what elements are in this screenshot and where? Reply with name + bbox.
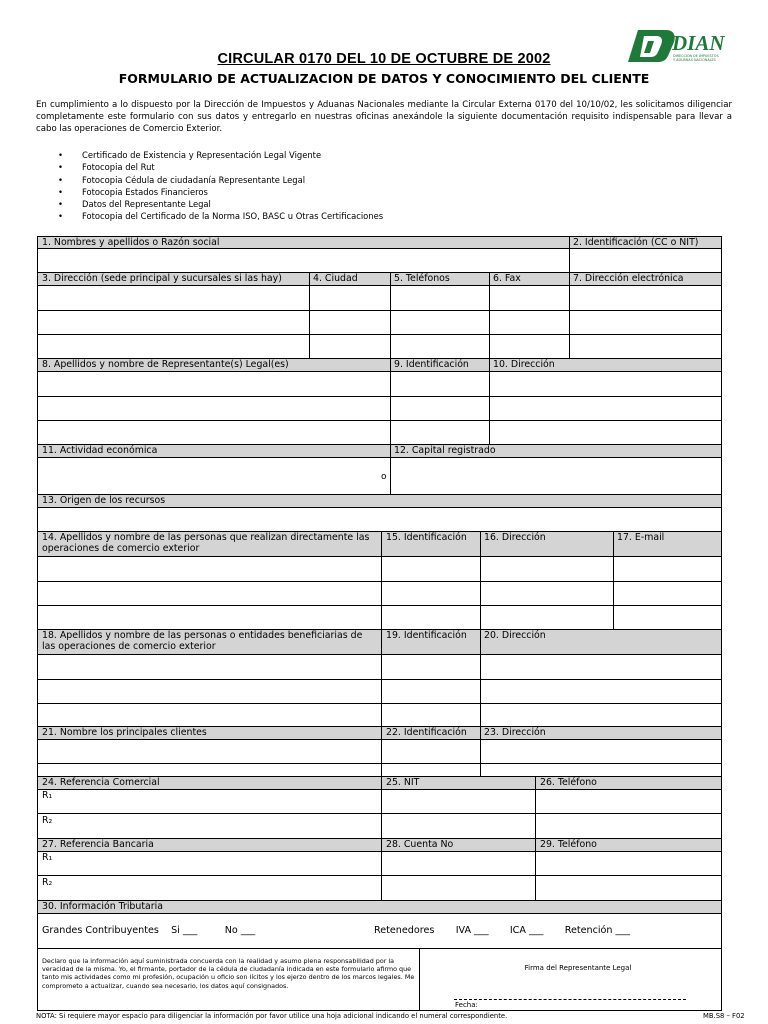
label-op-direccion: 16. Dirección <box>484 532 546 543</box>
label-actividad-economica: 11. Actividad económica <box>42 445 158 456</box>
grid-line <box>37 556 722 557</box>
grid-line <box>37 396 722 397</box>
label-razon-social: 1. Nombres y apellidos o Razón social <box>42 237 220 248</box>
label-identificacion: 2. Identificación (CC o NIT) <box>573 237 699 248</box>
svg-text:Y ADUANAS NACIONALES: Y ADUANAS NACIONALES <box>673 58 716 62</box>
label-r2: R₂ <box>42 877 53 888</box>
grid-line <box>480 726 481 776</box>
bullet-mark: o <box>381 472 387 482</box>
grid-line <box>569 272 570 358</box>
grid-line <box>37 371 722 372</box>
requirement-item: • Datos del Representante Legal <box>58 198 383 210</box>
label-op-email: 17. E-mail <box>617 532 665 543</box>
grid-line <box>37 457 722 458</box>
grid-line <box>37 851 722 852</box>
grid-line <box>37 703 722 704</box>
signature-line <box>454 999 686 1000</box>
label-referencia-comercial: 24. Referencia Comercial <box>42 777 160 788</box>
label-cuenta-no: 28. Cuenta No <box>386 839 454 850</box>
page-title: CIRCULAR 0170 DEL 10 DE OCTUBRE DE 2002 <box>217 51 551 67</box>
grid-line <box>37 875 722 876</box>
label-rep-direccion: 10. Dirección <box>493 359 555 370</box>
grid-line <box>37 739 722 740</box>
grid-line <box>37 581 722 582</box>
label-cli-identificacion: 22. Identificación <box>386 727 467 738</box>
label-ben-direccion: 20. Dirección <box>484 630 546 641</box>
signature-label: Firma del Representante Legal <box>524 964 632 972</box>
label-r1: R₁ <box>42 790 53 801</box>
grid-line <box>535 776 536 900</box>
grid-line <box>37 310 722 311</box>
grid-line <box>37 789 722 790</box>
retenedores-row: Retenedores IVA ___ ICA ___ Retención ___ <box>374 925 630 936</box>
grid-line <box>381 629 382 726</box>
grid-line <box>489 358 490 444</box>
label-ciudad: 4. Ciudad <box>313 273 358 284</box>
requirement-item: • Fotocopia Cédula de ciudadanía Representante Legal <box>58 174 383 186</box>
label-informacion-tributaria: 30. Información Tributaria <box>42 901 163 912</box>
svg-text:DIRECCIÓN DE IMPUESTOS: DIRECCIÓN DE IMPUESTOS <box>673 54 719 58</box>
declaration-text: Declaro que la información aquí suministrada concuerda con la realidad y asumo plena responsabilidad por la veracidad de la misma. Yo, el firmante, portador de la cédula de ciudadanía indicada en este formulario afirmo que tanto mis actividades como mi profesión, ocupación u oficio son lícitos y los ejerzo dentro de los marcos legales. Me comprometo a actualizar, cuando sea necesario, los datos aquí consignados. <box>42 957 415 990</box>
label-direccion-electronica: 7. Dirección electrónica <box>573 273 684 284</box>
label-beneficiarios: 18. Apellidos y nombre de las personas o entidades beneficiarias de las operaciones de comercio exterior <box>42 630 363 652</box>
grid-line <box>37 654 722 655</box>
label-personas-operaciones: 14. Apellidos y nombre de las personas que realizan directamente las operaciones de comercio exterior <box>42 532 370 554</box>
grid-line <box>419 948 420 1010</box>
requirement-item: • Fotocopia del Rut <box>58 161 383 173</box>
requirement-item: • Certificado de Existencia y Representación Legal Vigente <box>58 149 383 161</box>
date-label: Fecha: <box>455 1001 478 1009</box>
grid-line <box>37 813 722 814</box>
label-com-telefono: 26. Teléfono <box>540 777 597 788</box>
grid-line <box>569 236 570 272</box>
grid-line <box>613 531 614 629</box>
label-cli-direccion: 23. Dirección <box>484 727 546 738</box>
grid-line <box>37 679 722 680</box>
grid-line <box>37 507 722 508</box>
grid-line <box>721 236 722 1010</box>
grid-line <box>37 236 38 1010</box>
grid-line <box>37 420 722 421</box>
grid-line <box>381 726 382 776</box>
label-nit: 25. NIT <box>386 777 420 788</box>
label-origen-recursos: 13. Origen de los recursos <box>42 495 166 506</box>
requirements-list <box>58 149 383 223</box>
grid-line <box>480 531 481 629</box>
grid-line <box>37 763 722 764</box>
label-rep-identificacion: 9. Identificación <box>394 359 469 370</box>
intro-paragraph: En cumplimiento a lo dispuesto por la Dirección de Impuestos y Aduanas Nacionales mediante la Circular Externa 0170 del 10/10/02, les solicitamos diligenciar completamente este formulario con sus datos y entregarlo en nuestras oficinas anexándole la siguiente documentación requisito indispensable para llevar a cabo las operaciones de Comercio Exterior. <box>36 100 732 134</box>
footer-note: NOTA: Si requiere mayor espacio para diligenciar la información por favor utilice una hoja adicional indicando el numeral correspondiente. <box>36 1012 508 1020</box>
label-capital-registrado: 12. Capital registrado <box>394 445 496 456</box>
label-ban-telefono: 29. Teléfono <box>540 839 597 850</box>
grid-line <box>37 605 722 606</box>
grandes-contribuyentes-row: Grandes Contribuyentes Si ___ No ___ <box>42 925 256 936</box>
grid-line <box>390 358 391 444</box>
label-op-identificacion: 15. Identificación <box>386 532 467 543</box>
grid-line <box>37 1010 722 1011</box>
grid-line <box>37 285 722 286</box>
label-referencia-bancaria: 27. Referencia Bancaria <box>42 839 154 850</box>
grid-line <box>381 776 382 900</box>
label-telefonos: 5. Teléfonos <box>394 273 450 284</box>
form-code: MB.S8 – F02 <box>703 1012 745 1020</box>
page-subtitle: FORMULARIO DE ACTUALIZACION DE DATOS Y CONOCIMIENTO DEL CLIENTE <box>118 71 650 86</box>
grid-line <box>37 248 722 249</box>
label-r1: R₁ <box>42 852 53 863</box>
grid-line <box>309 272 310 358</box>
grid-line <box>489 272 490 358</box>
requirement-item: • Fotocopia Estados Financieros <box>58 186 383 198</box>
grid-line <box>37 334 722 335</box>
grid-line <box>381 531 382 629</box>
label-principales-clientes: 21. Nombre los principales clientes <box>42 727 207 738</box>
requirement-item: • Fotocopia del Certificado de la Norma ISO, BASC u Otras Certificaciones <box>58 210 383 222</box>
label-representante-legal: 8. Apellidos y nombre de Representante(s) Legal(es) <box>42 359 289 370</box>
grid-line <box>37 913 722 914</box>
grid-line <box>37 948 722 949</box>
label-ben-identificacion: 19. Identificación <box>386 630 467 641</box>
grid-line <box>480 629 481 726</box>
grid-line <box>390 272 391 358</box>
grid-line <box>390 444 391 494</box>
svg-text:DIAN: DIAN <box>672 31 725 55</box>
label-r2: R₂ <box>42 815 53 826</box>
label-fax: 6. Fax <box>493 273 521 284</box>
label-direccion: 3. Dirección (sede principal y sucursales si las hay) <box>42 273 282 284</box>
